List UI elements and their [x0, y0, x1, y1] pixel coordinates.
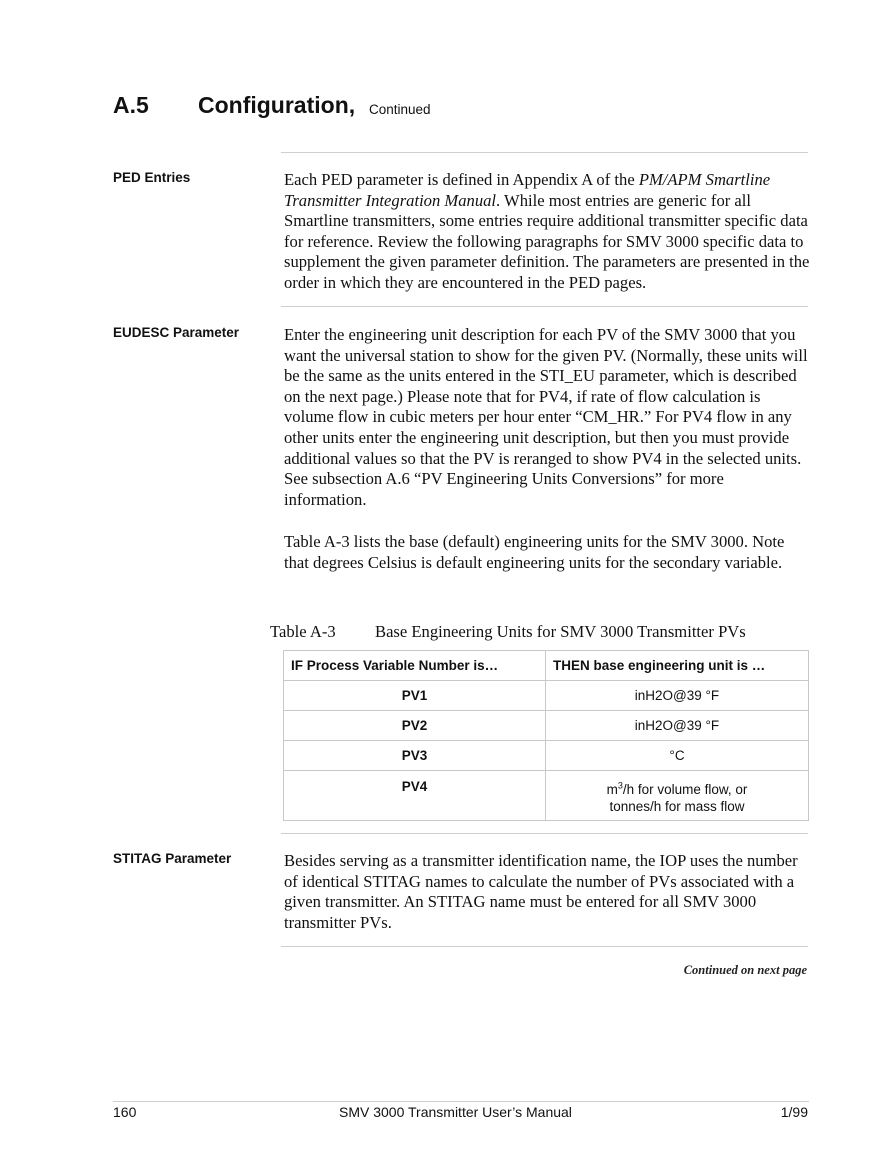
stitag-text: Besides serving as a transmitter identification name, the IOP uses the number of identical STITAG names to calculate the number of PVs associated with a given transmitter. An STITAG name must be entered for all SMV 3000 transmitter PVs. — [284, 851, 798, 932]
unit-cell: °C — [546, 741, 809, 771]
divider — [281, 833, 808, 834]
table-title: Base Engineering Units for SMV 3000 Transmitter PVs — [375, 622, 746, 641]
section-number: A.5 — [113, 92, 149, 118]
divider — [281, 306, 808, 307]
ped-entries-label: PED Entries — [113, 170, 191, 185]
continued-on-next-page: Continued on next page — [683, 963, 807, 977]
unit-cell: $m^3/h$ for volume flow, or tonnes/h for mass flow — [546, 771, 809, 821]
table-row — [284, 711, 809, 741]
section-title: Configuration, — [198, 92, 356, 118]
table-header-pv: IF Process Variable Number is… — [284, 651, 546, 681]
continued-label: Continued — [369, 102, 431, 117]
pv-cell: PV2 — [284, 711, 546, 741]
pv-cell: PV4 — [284, 771, 546, 821]
eudesc-paragraph-1: Enter the engineering unit description for each PV of the SMV 3000 that you want the universal station to show for the given PV. (Normally, these units will be the same as the units entered in the STI_EU parameter, which is described on the next page.) Please note that for PV4, if rate of flow calculation is volume flow in cubic meters per hour enter “CM_HR.” For PV4 flow in any other units enter the engineering unit description, but then you must provide additional values so that the PV is reranged to show PV4 in the selected units. See subsection A.6 “PV Engineering Units Conversions” for more information. — [284, 325, 808, 509]
ped-entries-text: Each PED parameter is defined in Appendix A of the PM/APM Smartline Transmitter Integration Manual. While most entries are generic for all Smartline transmitters, some entries require additional transmitter specific data for reference. Review the following paragraphs for SMV 3000 specific data to supplement the given parameter definition. The parameters are presented in the order in which they are encountered in the PED pages. — [284, 170, 810, 292]
unit-cell: inH2O@39 °F — [546, 711, 809, 741]
pv-cell: PV1 — [284, 681, 546, 711]
divider — [281, 152, 808, 153]
table-number: Table A-3 — [270, 622, 336, 641]
publication-date: 1/99 — [780, 1104, 808, 1120]
unit-cell: inH2O@39 °F — [546, 681, 809, 711]
stitag-parameter-label: STITAG Parameter — [113, 851, 232, 866]
eudesc-parameter-label: EUDESC Parameter — [113, 325, 240, 340]
table-row — [284, 741, 809, 771]
pv-cell: PV3 — [284, 741, 546, 771]
table-caption — [270, 622, 746, 642]
footer-divider — [113, 1101, 809, 1102]
table-row — [284, 771, 809, 821]
table-row — [284, 681, 809, 711]
table-header-row — [284, 651, 809, 681]
divider — [281, 946, 808, 947]
manual-title: SMV 3000 Transmitter User’s Manual — [339, 1104, 572, 1120]
eudesc-paragraph-2: Table A-3 lists the base (default) engineering units for the SMV 3000. Note that degrees Celsius is default engineering units for the secondary variable. — [284, 532, 785, 572]
table-header-unit: THEN base engineering unit is … — [546, 651, 809, 681]
manual-reference: PM/APM Smartline Transmitter Integration Manual — [284, 170, 771, 210]
base-units-table — [283, 650, 809, 821]
page-number: 160 — [113, 1104, 137, 1120]
